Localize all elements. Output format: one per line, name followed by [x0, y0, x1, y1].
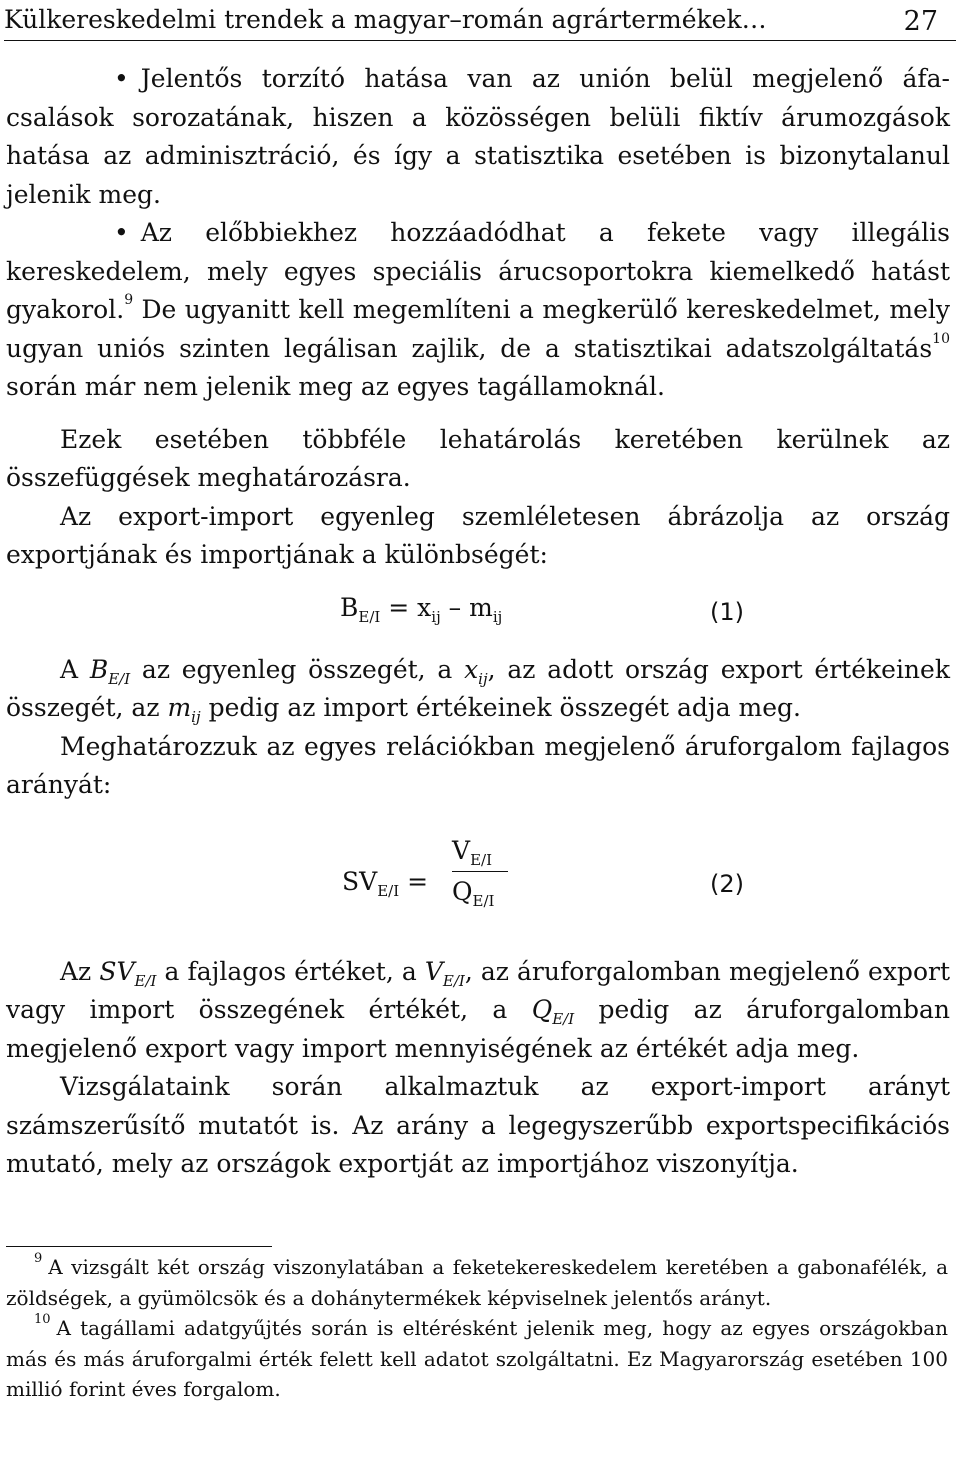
- fraction-numerator: $V_{E/I}$: [452, 835, 492, 869]
- footnote-9-text: A vizsgált két ország viszonylatában a feketekereskedelem keretében a gabonafélék, a zöldségek, a gyümölcsök és a dohánytermékek képviselnek jelentős arányt.: [6, 1255, 948, 1310]
- paragraph-6: Vizsgálataink során alkalmaztuk az export-import arányt számszerűsítő mutatót is. Az arány a legegyszerűbb exportspecifikációs mutató, mely az országok exportját az importjához viszonyítja.: [6, 1072, 950, 1178]
- equation-2-lhs: $SV_{E/I}$ =: [342, 866, 429, 900]
- footnote-ref-9[interactable]: 9: [124, 292, 134, 308]
- equation-2-fraction: [452, 831, 508, 912]
- footnote-rule: [6, 1246, 272, 1247]
- footnote-ref-10[interactable]: 10: [932, 330, 950, 347]
- equation-1-number: (1): [710, 597, 744, 626]
- bullet-text-1: Jelentős torzító hatása van az unión belül megjelenő áfa-csalások sorozatának, hiszen a közösségen belüli fiktív árumozgások hatása az adminisztráció, és így a statisztika esetében is bizonytalanul jelenik meg.: [6, 64, 950, 209]
- header-rule: [4, 40, 956, 41]
- footnotes: [6, 1252, 948, 1405]
- bullet-icon: •: [114, 64, 129, 93]
- page-number: 27: [903, 6, 938, 37]
- footnote-10: [6, 1313, 948, 1405]
- footnote-9: [6, 1252, 948, 1313]
- paragraph-2: Az export-import egyenleg szemléletesen ábrázolja az ország exportjának és importjának a különbségét:: [6, 501, 950, 569]
- fraction-denominator: $Q_{E/I}$: [452, 876, 495, 910]
- equation-2-number: (2): [710, 869, 744, 898]
- footnote-10-text: A tagállami adatgyűjtés során is eltérésként jelenik meg, hogy az egyes országokban más és más áruforgalmi érték felett kell adatot szolgáltatni. Ez Magyarország esetében 100 millió forint éves forgalom.: [6, 1316, 948, 1401]
- equation-1-expression: $B_{E/I} = x_{ij} - m_{ij}$: [340, 592, 503, 626]
- running-header: [4, 2, 952, 38]
- bullet-item-1: [6, 60, 950, 214]
- body-text: [6, 60, 950, 1184]
- paragraph-5: Az $SV_{E/I}$ a fajlagos értéket, a $V_{E/I}$, az áruforgalomban megjelenő export vagy import összegének értékét, a $Q_{E/I}$ pedig az áruforgalomban megjelenő export vagy import mennyiségének az értékét adja meg.: [6, 956, 950, 1063]
- equation-2: [6, 835, 950, 933]
- bullet-icon: •: [114, 218, 129, 247]
- bullet-item-2: [6, 214, 950, 407]
- equation-1: [6, 585, 950, 637]
- paragraph-1: Ezek esetében többféle lehatárolás keretében kerülnek az összefüggések meghatározásra.: [6, 424, 950, 492]
- paragraph-4: Meghatározzuk az egyes relációkban megjelenő áruforgalom fajlagos arányát:: [6, 731, 950, 799]
- bullet-text-2b: De ugyanitt kell megemlíteni a megkerülő kereskedelmet, mely ugyan uniós szinten legálisan zajlik, de a statisztikai adatszolgáltatás: [6, 295, 950, 363]
- running-title: Külkereskedelmi trendek a magyar–román agrártermékek…: [4, 5, 767, 34]
- bullet-text-2a: Az előbbiekhez hozzáadódhat a fekete vagy illegális kereskedelem, mely egyes speciális árucsoportokra kiemelkedő hatást gyakorol.: [6, 218, 950, 324]
- paragraph-3: A $B_{E/I}$ az egyenleg összegét, a $x_{ij}$, az adott ország export értékeinek összegét, az $m_{ij}$ pedig az import értékeinek összegét adja meg.: [6, 654, 950, 726]
- footnote-mark-10: 10: [34, 1312, 51, 1327]
- footnote-mark-9: 9: [34, 1251, 43, 1266]
- bullet-text-2c: során már nem jelenik meg az egyes tagállamoknál.: [6, 372, 665, 401]
